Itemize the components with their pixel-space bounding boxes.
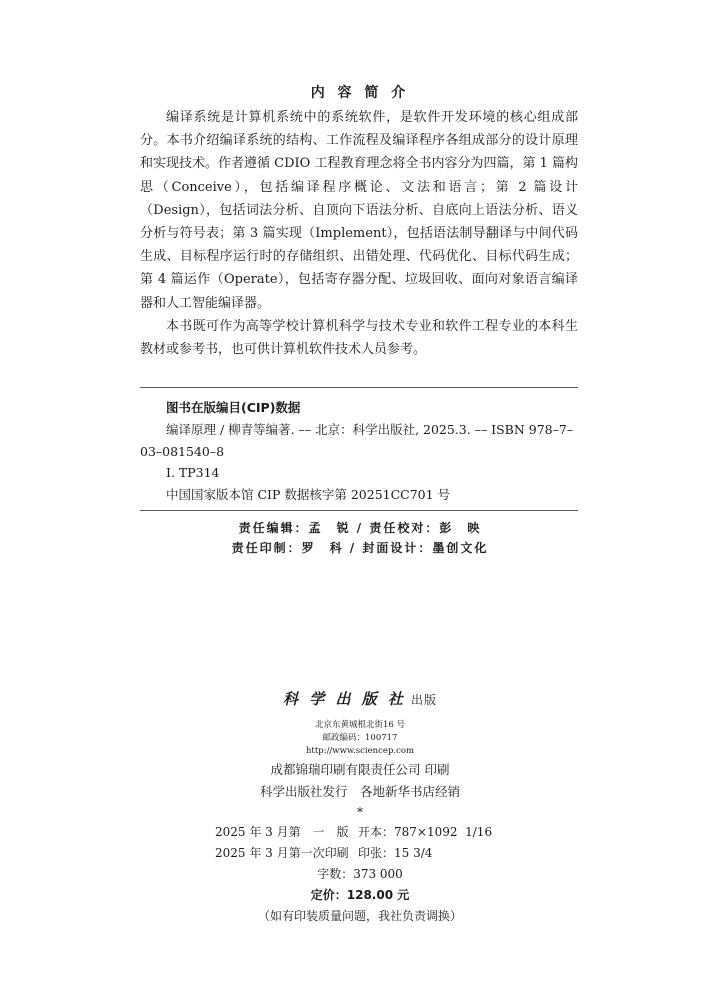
cip-number: 中国国家版本馆 CIP 数据核字第 20251CC701 号 (166, 487, 451, 503)
printer-line: 成都锦瑞印刷有限责任公司 印刷 (270, 762, 450, 777)
publisher-url: http://www.sciencep.com (305, 746, 415, 756)
printing-block (0, 759, 720, 821)
printing-line: 2025 年 3 月第一次印刷 (215, 846, 349, 860)
divider (140, 510, 578, 511)
publisher-suffix: 出版 (410, 693, 437, 707)
section-title: 内 容 简 介 (310, 85, 410, 101)
cip-heading: 图书在版编目(CIP)数据 (166, 400, 301, 415)
word-count: 字数：373 000 (317, 867, 403, 881)
edition-block (0, 822, 720, 927)
editor-credits (0, 518, 720, 558)
cip-classification: Ⅰ. TP314 (166, 465, 220, 481)
editor-line: 责任印制：罗 科 / 封面设计：墨创文化 (231, 541, 489, 555)
edition-line: 2025 年 3 月第 一 版 (215, 825, 349, 839)
editor-line: 责任编辑：孟 锐 / 责任校对：彭 映 (238, 521, 482, 535)
cip-record: 编译原理 / 柳青等编著. –– 北京：科学出版社, 2025.3. –– ISBN 978–7–03–081540–8 (140, 421, 574, 459)
price: 定价：128.00 元 (310, 888, 410, 902)
quality-note: （如有印装质量问题，我社负责调换） (257, 909, 462, 923)
summary-block (140, 106, 578, 361)
summary-paragraph: 本书既可作为高等学校计算机科学与技术专业和软件工程专业的本科生教材或参考书，也可供计算机软件技术人员参考。 (140, 318, 578, 358)
publisher-address: 北京东黄城根北街16 号 (314, 720, 406, 730)
divider (140, 387, 578, 388)
separator-star: * (357, 805, 363, 819)
publisher-name: 科 学 出 版 社 (283, 690, 406, 708)
summary-paragraph: 编译系统是计算机系统中的系统软件，是软件开发环境的核心组成部分。本书介绍编译系统的结构、工作流程及编译程序各组成部分的设计原理和实现技术。作者遵循 CDIO 工程教育理念将全书内容分为四篇，第 1 篇构思（Conceive），包括编译程序概论、文法和语言；第 2 篇设计（Design），包括词法分析、自顶向下语法分析、自底向上语法分析、语义分析与符号表；第 3 篇实现（Implement），包括语法制导翻译与中间代码生成、目标程序运行时的存储组织、出错处理、代码优化、目标代码生成；第 4 篇运作（Operate），包括寄存器分配、垃圾回收、面向对象语言编译器和人工智能编译器。 (140, 110, 578, 311)
publisher-block (0, 688, 720, 758)
format-line: 开本：787×1092 1/16 (358, 825, 493, 839)
distribution-line: 科学出版社发行 各地新华书店经销 (259, 784, 460, 799)
sheets-line: 印张：15 3/4 (358, 846, 433, 860)
publisher-postcode: 邮政编码：100717 (322, 733, 398, 743)
cip-block (140, 397, 578, 506)
